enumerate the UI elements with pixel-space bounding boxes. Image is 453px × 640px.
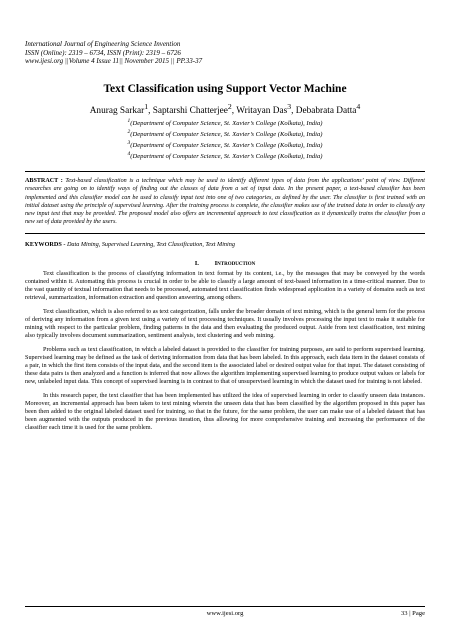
footer-divider [25, 606, 425, 607]
author-superscript: 1 [144, 101, 149, 111]
affiliation-superscript: 1 [127, 117, 131, 124]
author-name: Anurag Sarkar [89, 105, 145, 116]
affiliation-superscript: 4 [127, 151, 131, 158]
affiliation-text: (Department of Computer Science, St. Xavier’s College (Kolkata), India) [130, 119, 323, 127]
paragraph: Text classification is the process of classifying information in text format by its content, i.e., by the messages that may be conveyed by the words contained within it. Automating this process is crucial in order to be able to classify a large amount of text-based information in a time-critical manner. Due to the vast quantity of textual information that needs to be processed, automated text classification finds widespread application in a variety of domains such as text retrieval, summarization, information extraction and question answering, among others. [25, 269, 425, 301]
author-list: Anurag Sarkar$^1$, Saptarshi Chatterjee$^2$, Writayan Das$^3$, Debabrata Datta$^4$ [89, 101, 361, 116]
affiliation [25, 128, 425, 139]
keywords-text: Data Mining, Supervised Learning, Text Classification, Text Mining [66, 240, 235, 248]
abstract-label: ABSTRACT : [25, 178, 63, 185]
paragraph: Text classification, which is also referred to as text categorization, falls under the broader domain of text mining, which is the general term for the process of deriving any information from a given text using a variety of text processing techniques. It usually involves processing the input text to make it suitable for mining with respect to the particular problem, finding patterns in the data and then evaluating the produced output. Aside from text classification, text mining also typically involves document summarization, sentiment analysis, text clustering and web mining. [25, 307, 425, 339]
paragraph: In this research paper, the text classifier that has been implemented has utilized the idea of supervised learning in order to classify unseen data instances. Moreover, an incremental approach has been taken to text mining wherein the unseen data that has been classified by the algorithm proposed in this paper has been then added to the original labeled dataset used for training, so that in the future, for the same problem, the user can make use of a labeled dataset that has been augmented with the outputs produced in the previous iteration, thus allowing for more comprehensive training and increasing the performance of the classifier each time it is used for the same problem. [25, 391, 425, 431]
author-name: Saptarshi Chatterjee [152, 105, 228, 116]
affiliation [25, 139, 425, 150]
paper-page [25, 40, 425, 438]
affiliation-superscript: 2 [127, 128, 131, 135]
abstract-text: Text-based classification is a technique which may be used to identify different types of data from the applications’ point of view. Different researches are going on to identify ways of finding out the classes of data from a set of input data. In the present paper, a text-based classifier has been implemented and this classifier model can be used to classify input text into one of two categories, as defined by the user. The classifier is first trained with an initial dataset using the principle of supervised learning. After the training process is complete, the classifier makes use of the trained data in order to classify any new input text that may be provided. The proposed model also offers an incremental approach to text classification as it dynamically trains the classifier from a new set of data provided by the users. [25, 178, 425, 225]
affiliation [25, 117, 425, 128]
paper-title: Text Classification using Support Vector Machine [103, 82, 347, 95]
author-superscript: 4 [356, 101, 361, 111]
author-superscript: 2 [227, 101, 232, 111]
author-superscript: 3 [287, 101, 292, 111]
section-heading [25, 260, 425, 267]
issn-line: ISSN (Online): 2319 – 6734, ISSN (Print): 2319 – 6726 [25, 48, 181, 57]
affiliation [25, 150, 425, 161]
footer-url[interactable]: www.ijesi.org [206, 610, 244, 617]
affiliation-text: (Department of Computer Science, St. Xavier’s College (Kolkata), India) [130, 130, 323, 138]
journal-header [25, 40, 425, 66]
body-text [25, 270, 425, 432]
abstract [25, 177, 425, 226]
keywords [25, 241, 425, 248]
abstract-divider [25, 171, 425, 172]
affiliation-text: (Department of Computer Science, St. Xavier’s College (Kolkata), India) [130, 142, 323, 150]
affiliation-list [25, 117, 425, 162]
affiliation-text: (Department of Computer Science, St. Xavier’s College (Kolkata), India) [130, 153, 323, 161]
section-number: I. [194, 259, 199, 267]
section-title: Introduction [214, 259, 256, 267]
keywords-divider [25, 233, 425, 234]
page-number: 33 | Page [400, 610, 425, 617]
paragraph: Problems such as text classification, in which a labeled dataset is provided to the classifier for training purposes, are said to perform supervised learning. Supervised learning may be defined as the task of deriving information from data that has been labeled. In this approach, each data item in the dataset consists of a pair, in which the first item consists of the input data, and the second item is the associated label or desired output value for that input. The dataset consisting of these data pairs is then analyzed and a function is inferred that now allows the algorithm implementing supervised learning to produce output values or labels for new, unlabeled input data. This concept of supervised learning is in contrast to that of unsupervised learning in which the dataset used for training is not labeled. [25, 345, 425, 385]
volume-line: www.ijesi.org ||Volume 4 Issue 11|| November 2015 || PP.33-37 [25, 57, 203, 65]
keywords-label: KEYWORDS - [25, 240, 66, 248]
affiliation-superscript: 3 [127, 139, 131, 146]
author-name: Debabrata Datta [295, 105, 357, 116]
journal-name: International Journal of Engineering Science Invention [25, 40, 181, 48]
author-name: Writayan Das [236, 105, 288, 116]
